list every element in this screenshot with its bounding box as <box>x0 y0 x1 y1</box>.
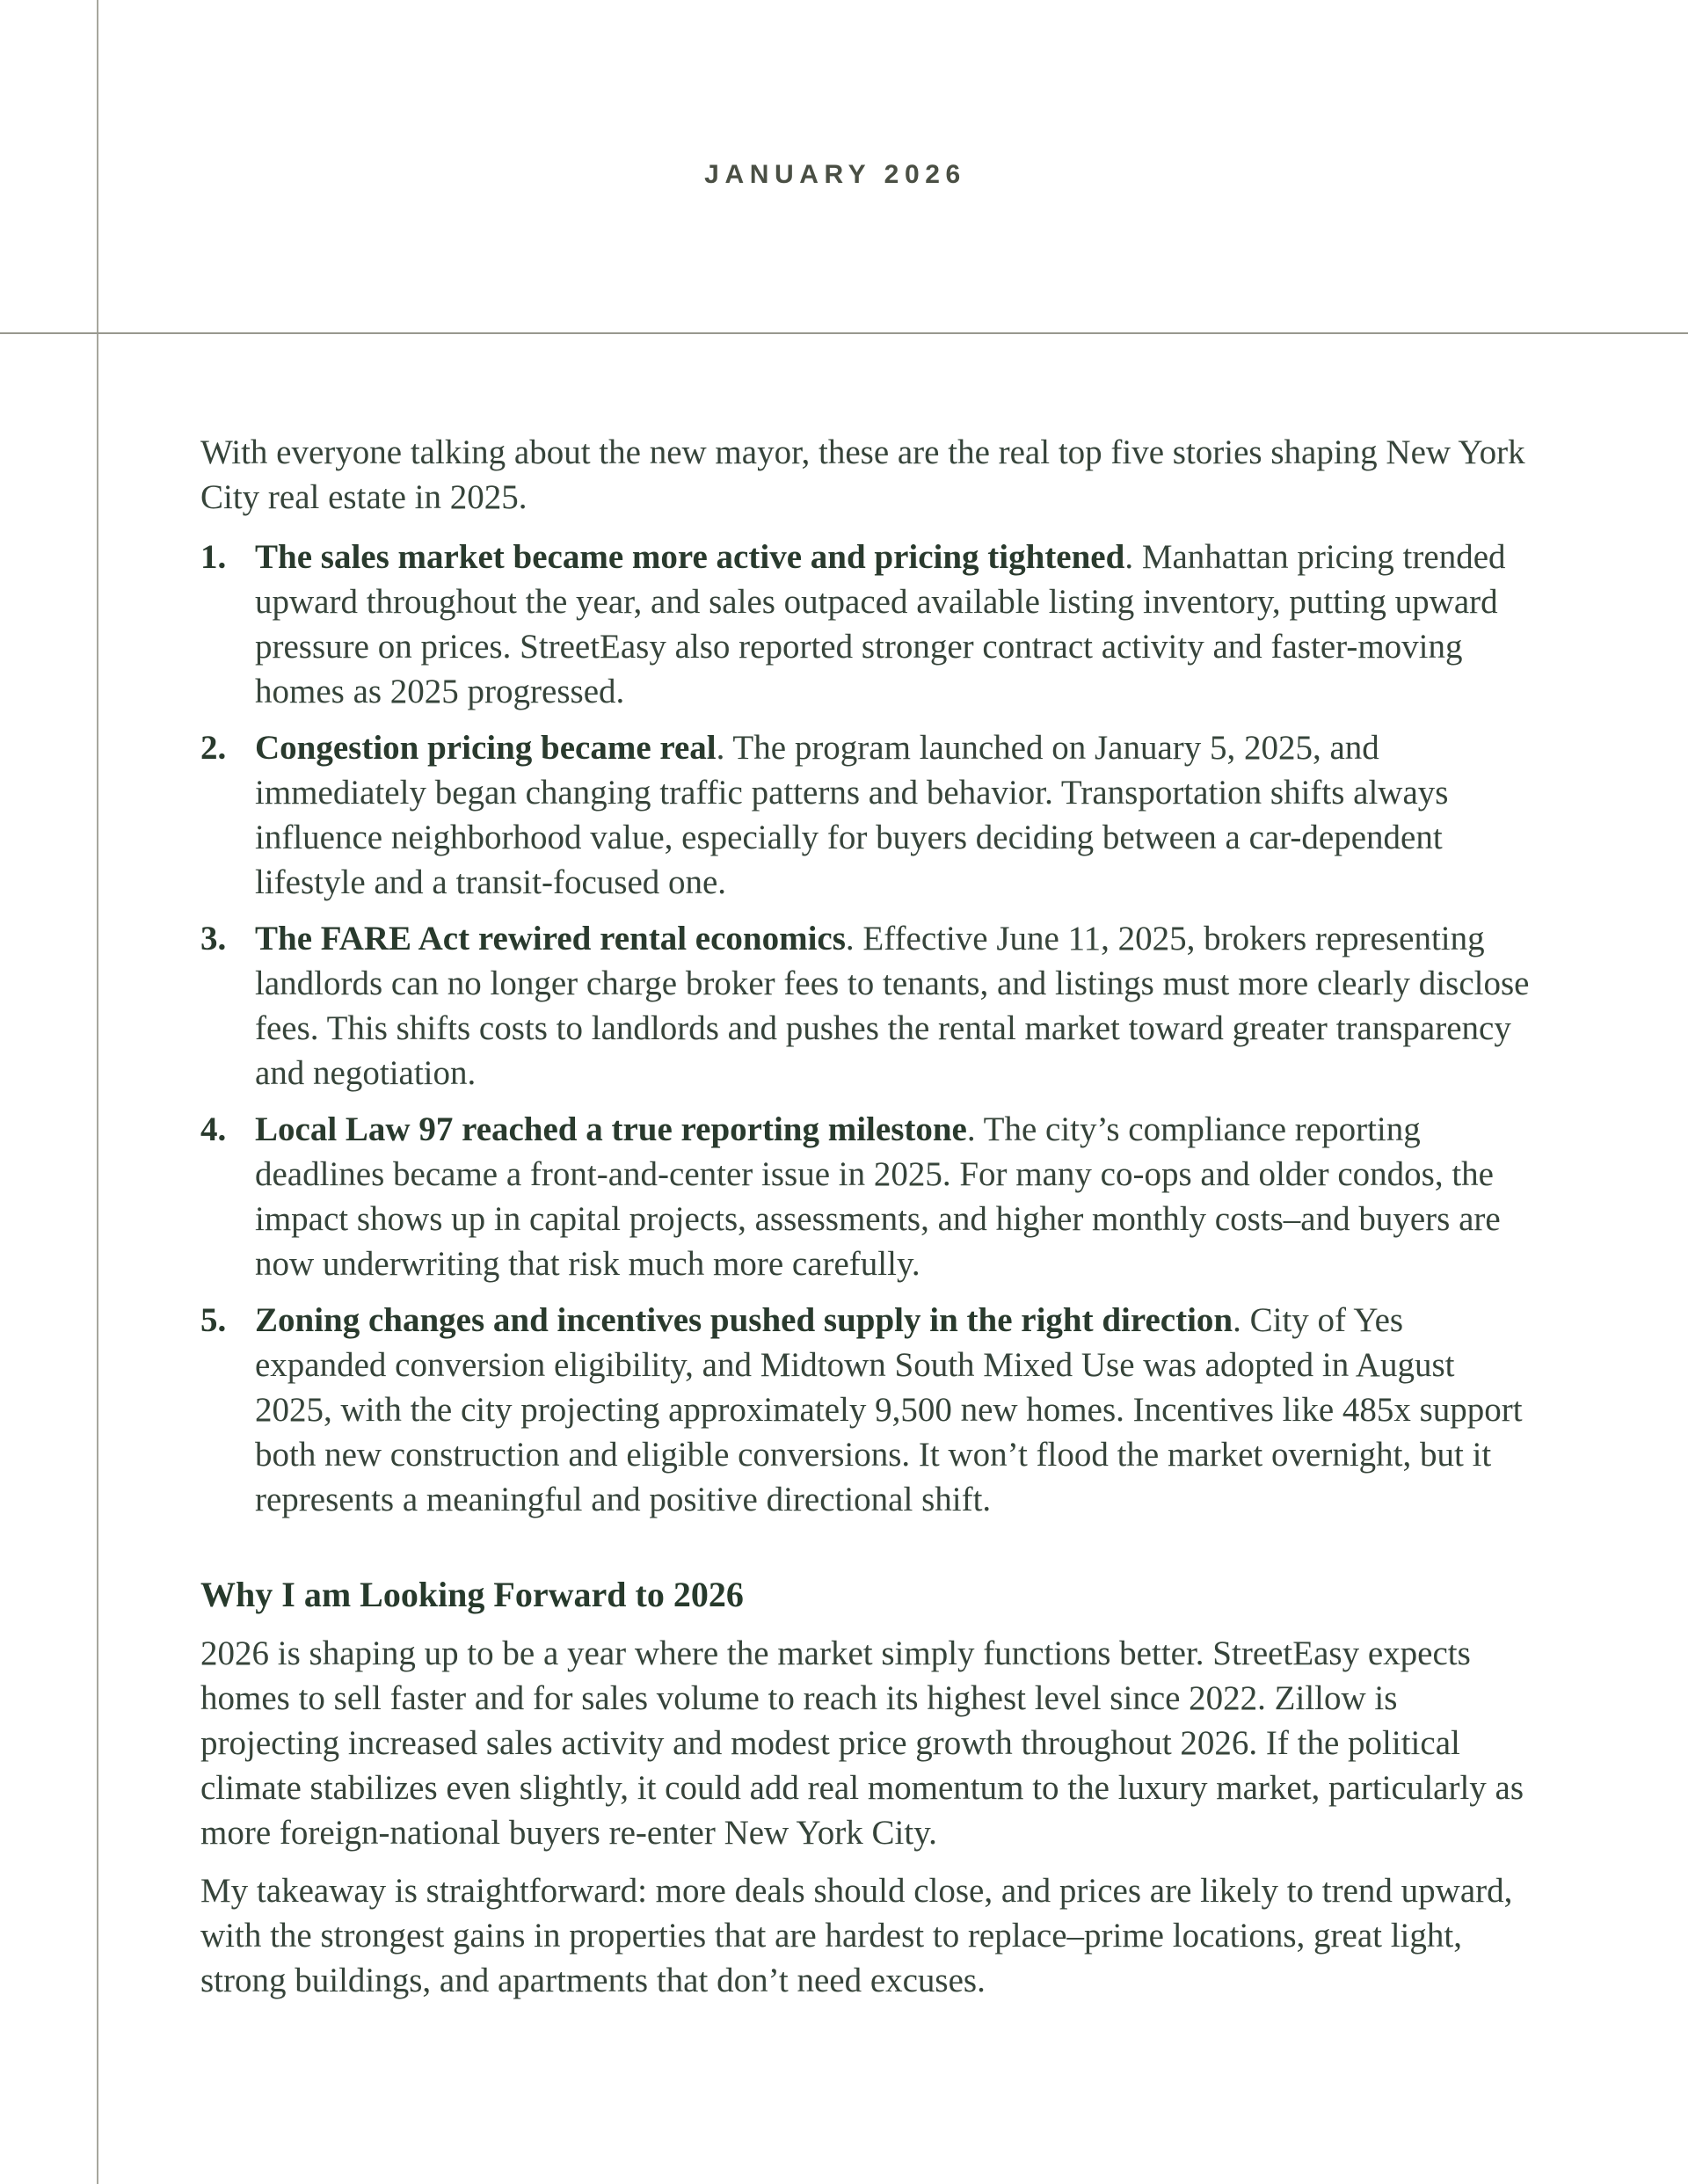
issue-date-header: JANUARY 2026 <box>704 160 966 189</box>
outlook-paragraph-1: 2026 is shaping up to be a year where the market simply functions better. StreetEasy expects homes to sell faster and for sales volume to reach its highest level since 2022. Zillow is projecting increased sales activity and modest price growth throughout 2026. If the political climate stabilizes even slightly, it could add real momentum to the luxury market, particularly as more foreign-national buyers re-enter New York City. <box>200 1634 1524 1852</box>
story-text: . Effective June 11, 2025, brokers representing landlords can no longer charge broker fees to tenants, and listings must more clearly disclose fees. This shifts costs to landlords and pushes the rental market toward greater transparency and negotiation. <box>255 920 1530 1092</box>
story-number: 3. <box>200 920 227 957</box>
story-text: . Manhattan pricing trended upward throughout the year, and sales outpaced available listing inventory, putting upward pressure on prices. StreetEasy also reported stronger contract activity and faster-moving homes as 2025 progressed. <box>255 538 1506 710</box>
story-text: . The city’s compliance reporting deadlines became a front-and-center issue in 2025. For many co-ops and older condos, the impact shows up in capital projects, assessments, and higher monthly costs–and buyers are now underwriting that risk much more carefully. <box>255 1110 1501 1283</box>
story-title: The FARE Act rewired rental economics <box>255 920 846 957</box>
story-number: 2. <box>200 729 227 767</box>
story-number: 5. <box>200 1301 227 1339</box>
story-text: . The program launched on January 5, 2025, and immediately began changing traffic patterns and behavior. Transportation shifts always influence neighborhood value, especially for buyers deciding between a car-dependent lifestyle and a transit-focused one. <box>255 729 1449 901</box>
story-item <box>200 535 1539 714</box>
article-body <box>200 430 1539 2016</box>
story-text: . City of Yes expanded conversion eligibility, and Midtown South Mixed Use was adopted in August 2025, with the city projecting approximately 9,500 new homes. Incentives like 485x support both new construction and eligible conversions. It won’t flood the market overnight, but it represents a meaningful and positive directional shift. <box>255 1301 1523 1518</box>
intro-paragraph: With everyone talking about the new mayor, these are the real top five stories shaping New York City real estate in 2025. <box>200 433 1525 516</box>
section-heading: Why I am Looking Forward to 2026 <box>200 1575 744 1614</box>
header-divider-rule <box>0 332 1688 334</box>
story-item <box>200 1107 1539 1286</box>
story-item <box>200 725 1539 905</box>
story-title: Congestion pricing became real <box>255 729 717 767</box>
left-margin-rule <box>97 0 98 2184</box>
top-stories-list <box>200 535 1539 1522</box>
story-item <box>200 1298 1539 1522</box>
story-number: 4. <box>200 1110 227 1148</box>
story-title: Zoning changes and incentives pushed supply in the right direction <box>255 1301 1233 1339</box>
story-item <box>200 916 1539 1096</box>
story-number: 1. <box>200 538 227 576</box>
story-title: The sales market became more active and pricing tightened <box>255 538 1125 576</box>
outlook-paragraph-2: My takeaway is straightforward: more deals should close, and prices are likely to trend upward, with the strongest gains in properties that are hardest to replace–prime locations, great light, strong buildings, and apartments that don’t need excuses. <box>200 1872 1513 1999</box>
story-title: Local Law 97 reached a true reporting milestone <box>255 1110 967 1148</box>
